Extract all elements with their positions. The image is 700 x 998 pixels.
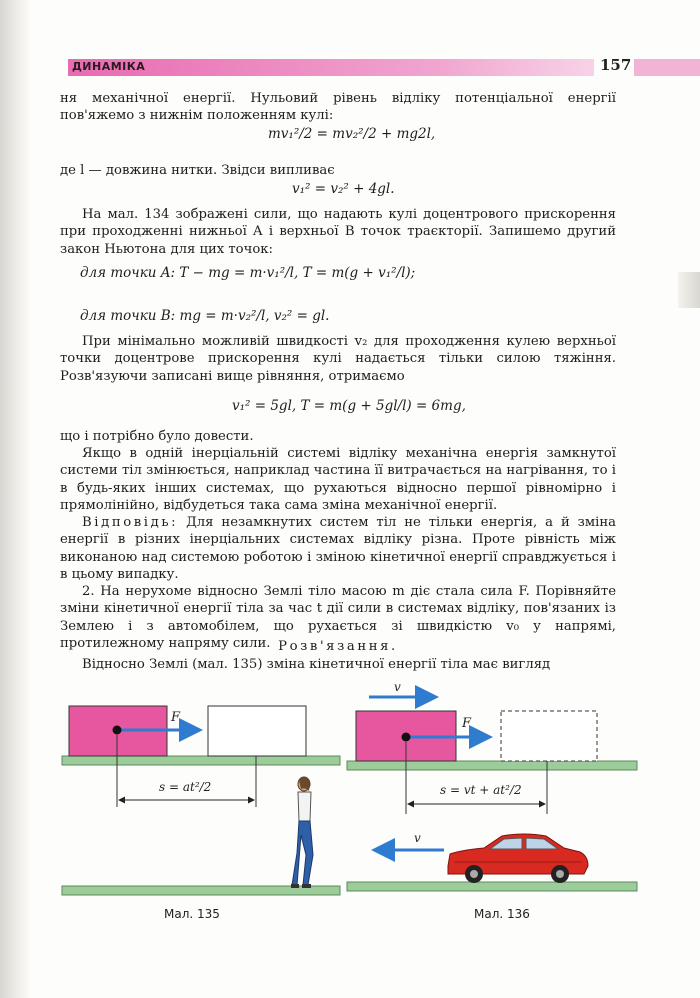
equation-1: mv₁²/2 = mv₂²/2 + mg2l, [268,126,436,142]
car-velocity-label: v [414,831,421,845]
page-number: 157 [600,56,632,74]
header-band [68,59,594,76]
header-band-right [634,59,700,76]
equation-4: для точки B: mg = m·v₂²/l, v₂² = gl. [80,308,330,324]
road-strip [347,882,637,891]
displacement-label: s = vt + at²/2 [440,783,522,797]
displacement-label: s = at²/2 [159,780,212,794]
body-final-position [208,706,306,756]
force-label: F [462,716,472,731]
red-car-icon [448,834,588,883]
body-final-position-dashed [501,711,597,761]
book-spine-shadow [0,0,30,998]
ground-strip [347,761,637,770]
body-center-dot [402,733,411,742]
body-center-dot [113,726,122,735]
equation-3: для точки A: T − mg = m·v₁²/l, T = m(g + v₁²/l); [80,265,416,281]
paragraph-3: На мал. 134 зображені сили, що надають кулі доцентрового прискорення при проходженні нижньої A і верхньої B точок траєкторії. Запишемо другий закон Ньютона для цих точок: [60,207,616,257]
velocity-label-top: v [394,680,401,694]
figure-135 [55,695,345,905]
walking-person-icon [291,777,313,888]
paragraph-4: При мінімально можливій швидкості v₂ для проходження кулею верхньої точки доцентрове прискорення кулі надається тільки силою тяжіння. Розв'язуючи записані вище рівняння, отримаємо [60,334,616,384]
force-label: F [171,710,181,725]
ground-strip [62,756,340,765]
paragraph-1: ня механічної енергії. Нульовий рівень відліку потенціальної енергії пов'яжемо з нижнім положенням кулі: [60,91,616,124]
figure-136 [344,680,644,900]
paragraph-8: 2. На нерухоме відносно Землі тіло масою m діє стала сила F. Порівняйте зміни кінетичної енергії тіла за час t дії сили в системах відліку, пов'язаних із Землею і з автомобілем, що рухається зі швидкістю v₀ у напрямі, протилежному напряму сили. [60,584,616,651]
paragraph-6: Якщо в одній інерціальній системі відліку механічна енергія замкнутої системи тіл змінюється, наприклад частина її витрачається на нагрівання, то і в будь-яких інших системах, що рухаються відносно першої рівномірно і прямолінійно, відбудеться така сама зміна механічної енергії. [60,446,616,513]
section-title: ДИНАМІКА [72,60,146,73]
paragraph-5: що і потрібно було довести. [60,429,254,444]
figure-136-caption: Мал. 136 [474,907,530,921]
answer-label: Відповідь: [82,515,179,530]
paragraph-2: де l — довжина нитки. Звідси випливає [60,163,335,178]
equation-5: v₁² = 5gl, T = m(g + 5gl/l) = 6mg, [232,398,466,414]
solution-heading: Розв'язання. [278,639,398,654]
figure-135-caption: Мал. 135 [164,907,220,921]
answer-text: Для незамкнутих систем тіл не тільки енергія, а й зміна енергії в різних інерціальних системах відліку різна. Проте рівність між виконаною над системою роботою і зміною кінетичної енергії справджується і в цьому випадку. [60,515,616,582]
equation-2: v₁² = v₂² + 4gl. [292,181,395,197]
paragraph-10: Відносно Землі (мал. 135) зміна кінетичної енергії тіла має вигляд [82,657,551,672]
page-edge-mark [678,272,700,308]
paragraph-7 [60,514,616,583]
